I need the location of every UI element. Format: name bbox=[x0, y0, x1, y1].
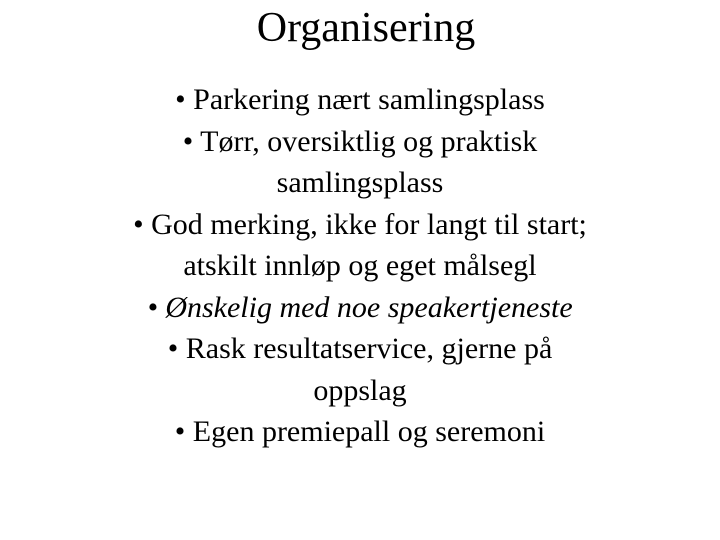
bullet-text: • Egen premiepall og seremoni bbox=[174, 415, 546, 448]
bullet-text-continuation: atskilt innløp og eget målsegl bbox=[183, 249, 537, 282]
bullet-list bbox=[0, 79, 720, 453]
bullet-text: • Rask resultatservice, gjerne på bbox=[167, 332, 553, 365]
bullet-item-premiepall bbox=[0, 411, 720, 453]
slide-title: Organisering bbox=[256, 5, 476, 51]
bullet-text: • Ønskelig med noe speakertjeneste bbox=[147, 290, 573, 324]
bullet-text-continuation: samlingsplass bbox=[276, 166, 444, 199]
bullet-text-continuation: oppslag bbox=[313, 373, 407, 407]
bullet-text: • Tørr, oversiktlig og praktisk bbox=[182, 124, 538, 158]
bullet-text: • God merking, ikke for langt til start; bbox=[133, 207, 587, 241]
bullet-item-parkering bbox=[0, 79, 720, 121]
bullet-item-speakertjeneste bbox=[0, 287, 720, 329]
bullet-item-resultatservice bbox=[0, 328, 720, 411]
bullet-text: • Parkering nært samlingsplass bbox=[175, 83, 545, 116]
bullet-item-samlingsplass bbox=[0, 121, 720, 204]
bullet-item-merking bbox=[0, 204, 720, 287]
